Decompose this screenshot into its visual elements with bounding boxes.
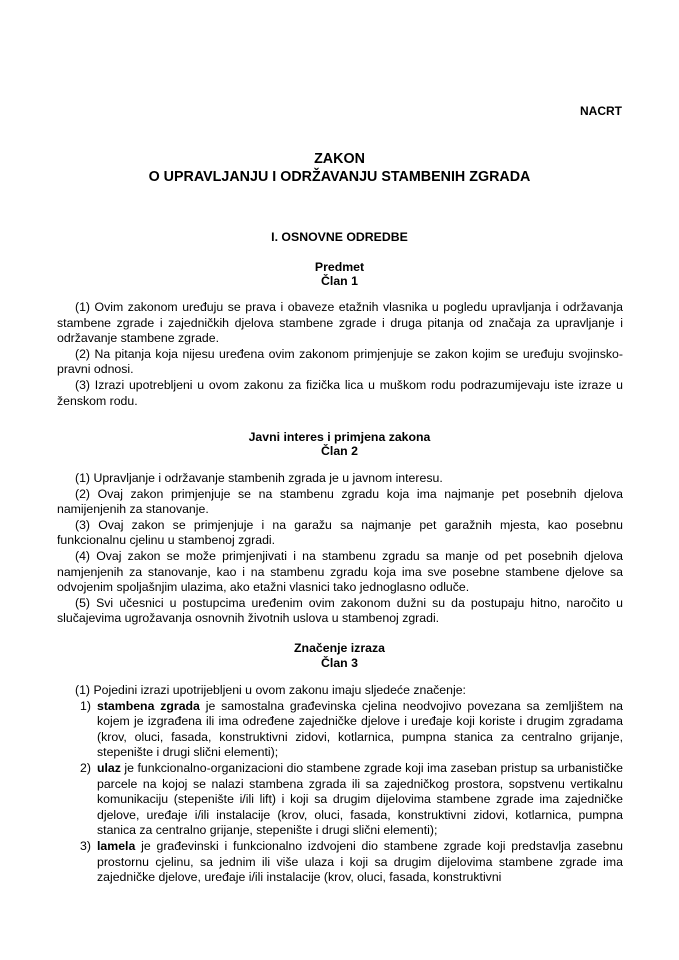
article-number: Član 2 <box>321 444 358 458</box>
defined-term: stambena zgrada <box>97 698 200 713</box>
item-number: 1) <box>80 698 91 713</box>
draft-label: NACRT <box>580 104 622 118</box>
section-heading: Značenje izraza <box>294 641 385 655</box>
paragraph: (2) Ovaj zakon primjenjuje se na stambenu zgradu koja ima najmanje pet posebnih djelova namijenjenih za stanovanje. <box>57 486 623 517</box>
definition-item <box>57 761 623 839</box>
section-body <box>57 471 623 627</box>
section-body <box>57 300 623 409</box>
article-number: Član 3 <box>321 656 358 670</box>
article-number: Član 1 <box>321 274 358 288</box>
defined-term: lamela <box>97 838 136 853</box>
definition-item <box>57 699 623 761</box>
paragraph: (1) Pojedini izrazi upotrijebljeni u ovom zakonu imaju sljedeće značenje: <box>75 683 466 697</box>
section-heading: Predmet <box>314 260 365 274</box>
defined-term: ulaz <box>97 760 121 775</box>
definition-text: je samostalna građevinska cjelina neodvojivo povezana sa zemljištem na kojem je izgrađena ili ima određene zajedničke djelove i uređaje koji koriste i drugim zgradama (krov, oluci, fasada, konstruktivni zidovi, kotlarnica, pumpna stanica za centralno grijanje, stepenište i drugi slični elementi); <box>97 698 623 760</box>
document-title: ZAKON <box>314 151 365 167</box>
definition-text: je funkcionalno-organizacioni dio stambene zgrade koji ima zaseban pristup sa urbanističke parcele na kojoj se nalazi stambena zgrada ili sa zajedničkog prostora, sopstvenu vertikalnu komunikaciju (stepenište i/ili lift) i koji sa drugim dijelovima stambene zgrade ima zajedničke djelove, uređaje i/ili instalacije (krov, oluci, fasada, konstruktivni zidovi, kotlarnica, pumpna stanica za centralno grijanje, stepenište i drugi slični elementi); <box>97 760 623 838</box>
part-heading: I. OSNOVNE ODREDBE <box>271 230 408 244</box>
section-heading: Javni interes i primjena zakona <box>248 430 431 444</box>
document-subtitle: O UPRAVLJANJU I ODRŽAVANJU STAMBENIH ZGRADA <box>148 169 531 185</box>
paragraph: (3) Izrazi upotrebljeni u ovom zakonu za fizička lica u muškom rodu podrazumijevaju iste izraze u ženskom rodu. <box>57 377 623 408</box>
item-number: 2) <box>80 760 91 775</box>
section-body <box>57 683 623 886</box>
paragraph: (2) Na pitanja koja nijesu uređena ovim zakonom primjenjuje se zakon kojim se uređuju svojinsko-pravni odnosi. <box>57 346 623 377</box>
definition-text: je građevinski i funkcionalno izdvojeni dio stambene zgrade koji predstavlja zasebnu prostornu cjelinu, sa jednim ili više ulaza i koji sa drugim dijelovima stambene zgrade ima zajedničke djelove, uređaje i/ili instalacije (krov, oluci, fasada, konstruktivni <box>97 838 623 885</box>
paragraph: (5) Svi učesnici u postupcima uređenim ovim zakonom dužni su da postupaju hitno, naročito u slučajevima ugrožavanja osnovnih životnih uslova u stambenoj zgradi. <box>57 595 623 626</box>
paragraph: (1) Upravljanje i održavanje stambenih zgrada je u javnom interesu. <box>75 471 443 485</box>
item-number: 3) <box>80 838 91 853</box>
definition-item <box>57 839 623 886</box>
paragraph: (4) Ovaj zakon se može primjenjivati i na stambenu zgradu sa manje od pet posebnih djelova namjenjenih za stanovanje, kao i na stambenu zgradu koja ima sve posebne stambene djelove sa odvojenim spoljašnjim ulazima, ako etažni vlasnici tako jednoglasno odluče. <box>57 548 623 595</box>
paragraph: (3) Ovaj zakon se primjenjuje i na garažu sa najmanje pet garažnih mjesta, kao posebnu funkcionalnu cjelinu u stambenoj zgradi. <box>57 517 623 548</box>
paragraph: (1) Ovim zakonom uređuju se prava i obaveze etažnih vlasnika u pogledu upravljanja i održavanja stambene zgrade i zajedničkih djelova stambene zgrade i druga pitanja od značaja za upravljanje i održavanje stambene zgrade. <box>57 300 623 346</box>
